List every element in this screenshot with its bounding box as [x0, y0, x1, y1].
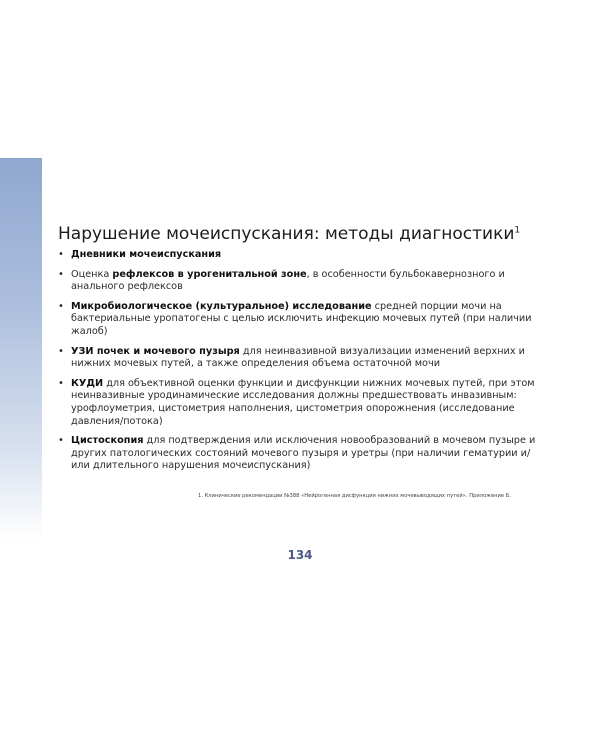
bullet-bold: КУДИ: [71, 377, 104, 389]
list-item: [58, 249, 548, 262]
slide-title: [58, 224, 578, 244]
bullet-rest: средней порции мочи на бактериальные уропатогены с целью исключить инфекцию мочевых путей (при наличии жалоб): [71, 300, 532, 337]
bullet-rest: , в особенности бульбокавернозного и анального рефлексов: [71, 268, 505, 293]
list-item: [58, 269, 548, 294]
list-item: [58, 346, 548, 371]
list-item: [58, 301, 548, 339]
title-footnote-marker: 1: [514, 225, 521, 236]
bullet-bold: Дневники мочеиспускания: [71, 249, 222, 260]
footnote: 1. Клинические рекомендации №388 «Нейрогенная дисфункция нижних мочевыводящих путей». Приложение Б.: [198, 493, 511, 499]
bullet-lead: Оценка: [71, 268, 113, 280]
bullet-rest: для объективной оценки функции и дисфункции нижних мочевых путей, при этом неинвазивные уродинамические исследования должны предшествовать инвазивным: урофлоуметрия, цистометрия наполнения, цистометрия опорожнения (исследование давления/потока): [71, 377, 535, 427]
bullet-bold: УЗИ почек и мочевого пузыря: [71, 345, 240, 357]
page-number: 134: [287, 548, 313, 562]
diagnostic-methods-list: [58, 249, 548, 480]
bullet-bold: Цистоскопия: [71, 435, 144, 447]
slide-title-text: Нарушение мочеиспускания: методы диагностики: [58, 224, 515, 245]
list-item: [58, 378, 548, 428]
list-item: [58, 435, 548, 473]
bullet-rest: для подтверждения или исключения новообразований в мочевом пузыре и других патологических состояний мочевого пузыря и уретры (при наличии гематурии и/или длительного нарушения мочеиспускания): [71, 435, 536, 472]
bullet-bold: Микробиологическое (культуральное) исследование: [71, 300, 372, 312]
bullet-rest: для неинвазивной визуализации изменений верхних и нижних мочевых путей, а также определения объема остаточной мочи: [71, 345, 525, 370]
side-accent-bar: [0, 158, 42, 540]
bullet-bold: рефлексов в урогенитальной зоне: [112, 268, 307, 280]
